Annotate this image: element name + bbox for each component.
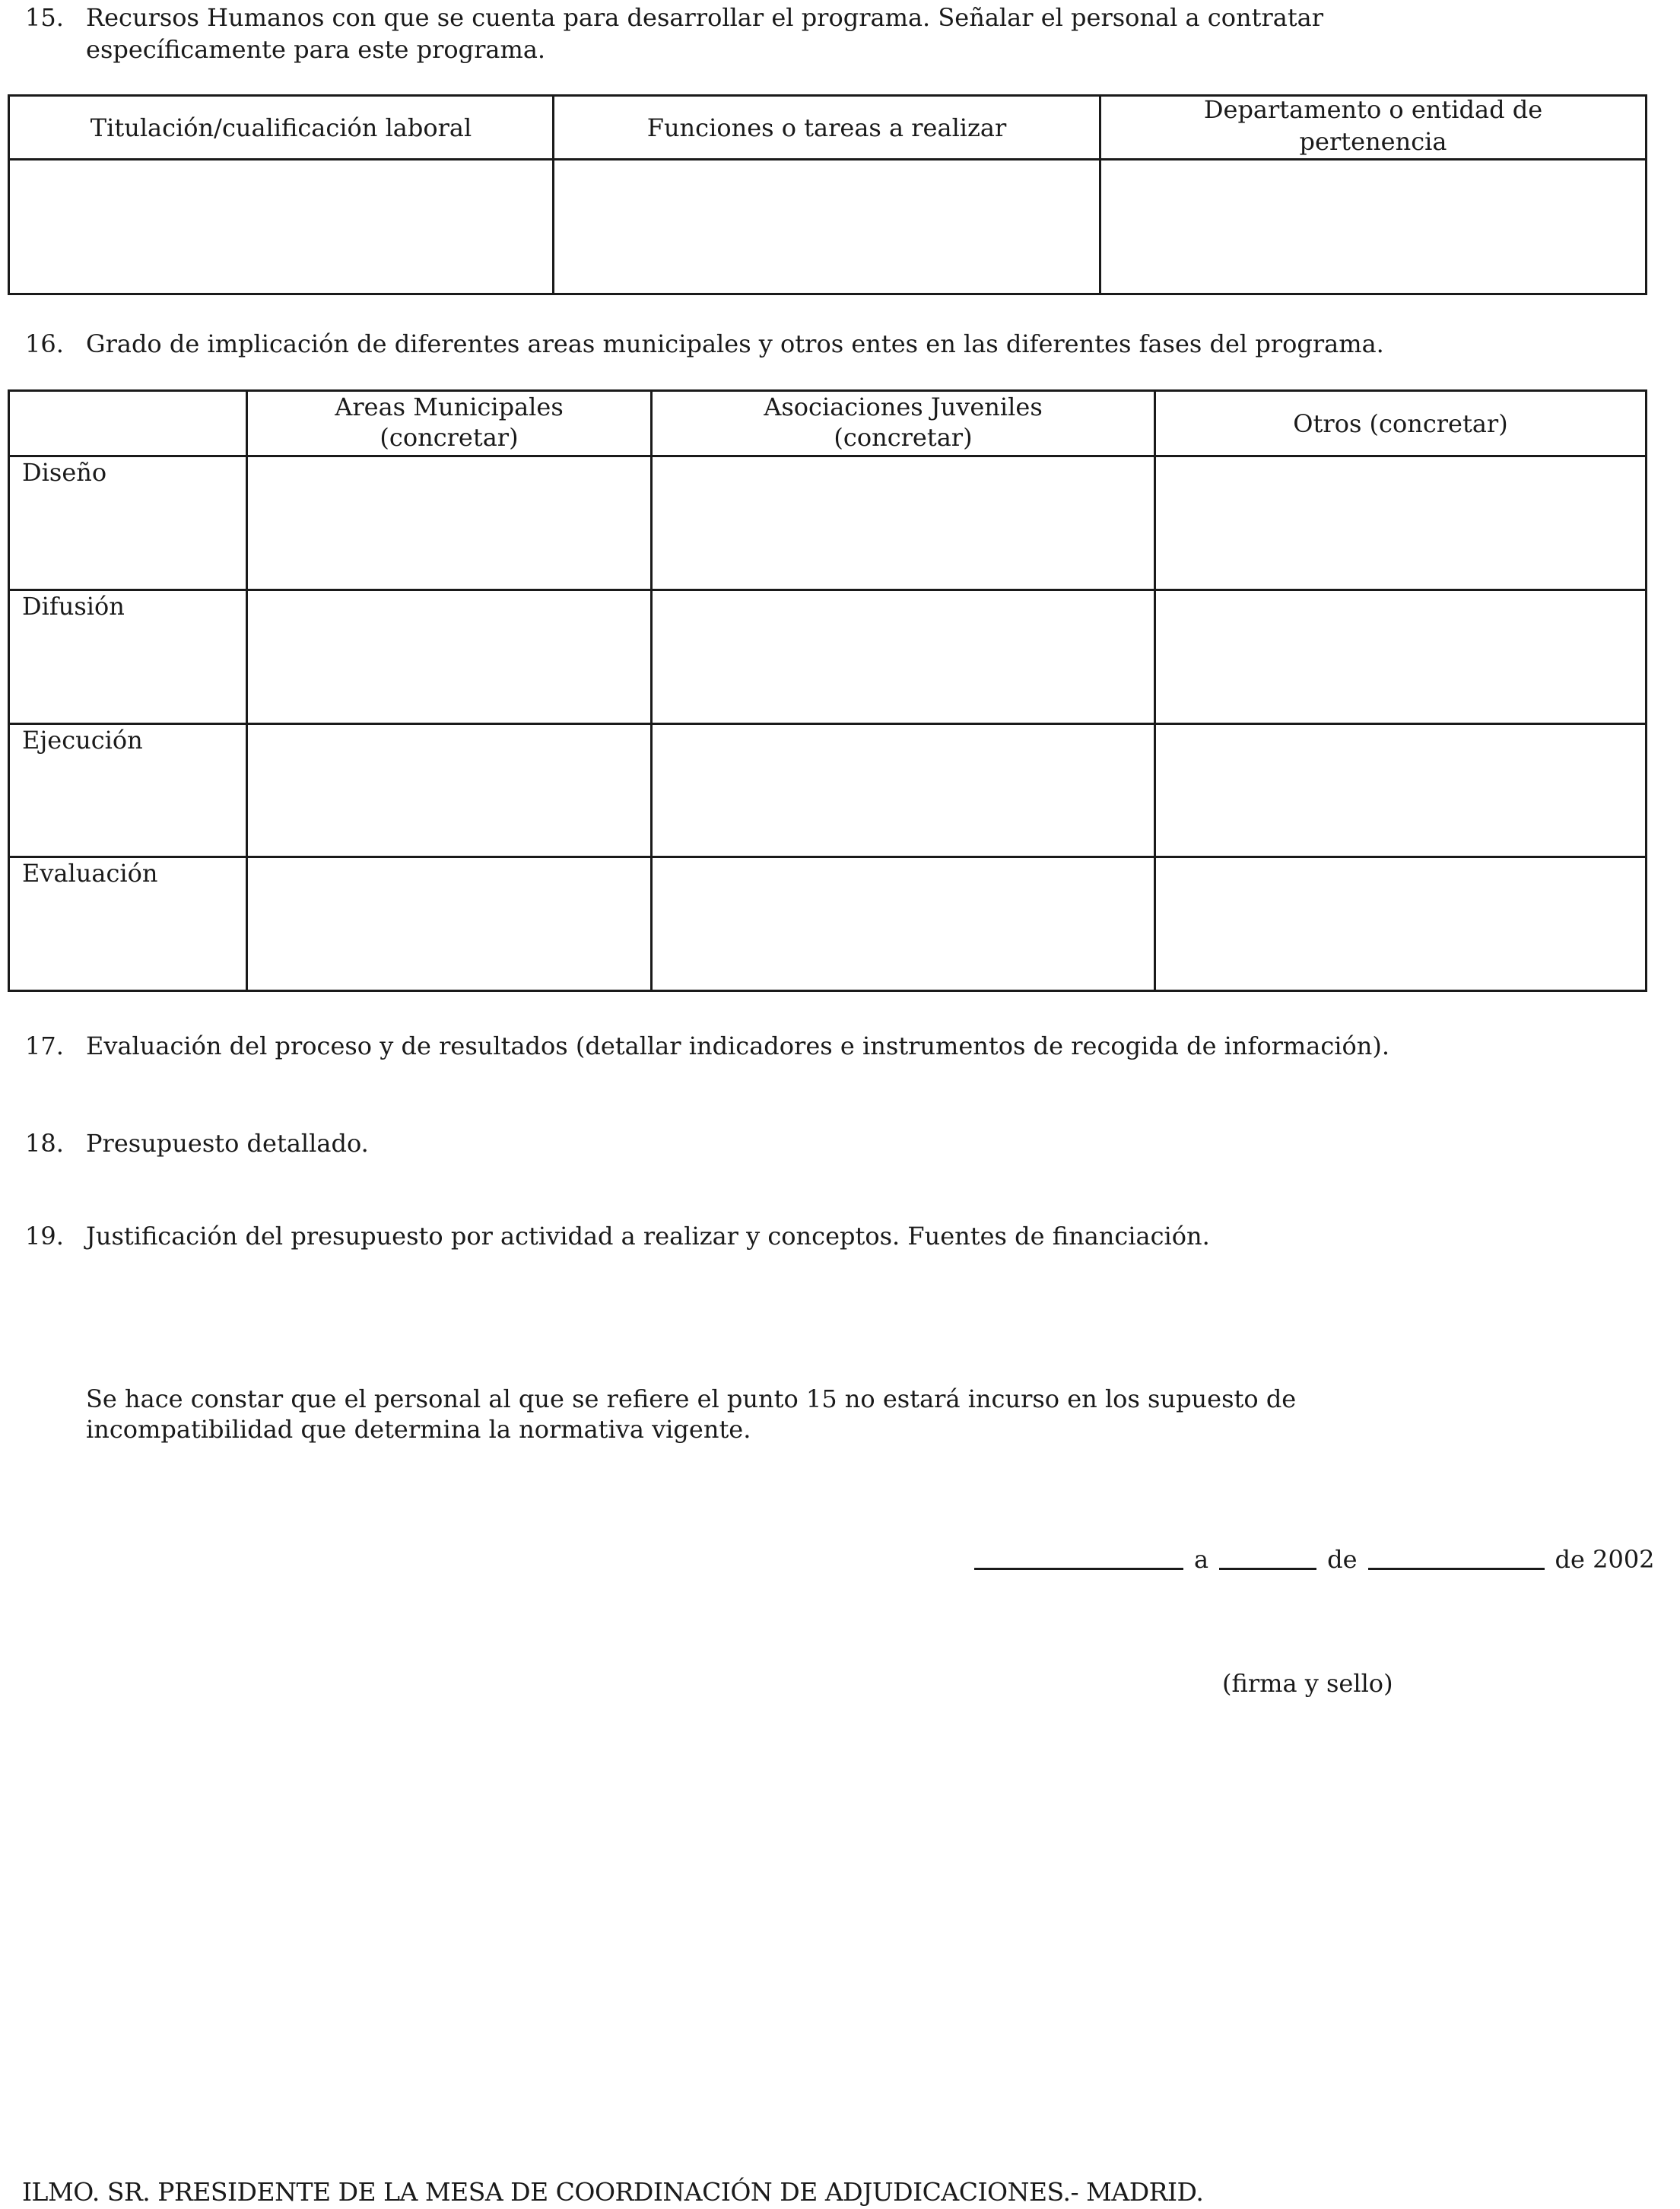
cell-design-youth-associations[interactable] — [653, 457, 1154, 589]
date-separator-de: de — [1327, 1545, 1358, 1574]
date-year: de 2002 — [1555, 1545, 1655, 1574]
signature-label: (firma y sello) — [1222, 1669, 1393, 1698]
table-cell-department[interactable] — [1101, 161, 1645, 293]
date-line — [974, 1544, 1655, 1575]
column-header-qualification: Titulación/cualificación laboral — [90, 113, 472, 142]
table-cell-functions[interactable] — [554, 161, 1099, 293]
item-number: 16. — [25, 329, 64, 358]
cell-execution-municipal-areas[interactable] — [248, 725, 650, 856]
column-header-municipal-areas — [248, 389, 650, 455]
cell-dissemination-municipal-areas[interactable] — [248, 591, 650, 723]
cell-evaluation-others[interactable] — [1156, 858, 1645, 990]
cell-design-municipal-areas[interactable] — [248, 457, 650, 589]
row-label-evaluation: Evaluación — [22, 859, 158, 888]
column-header-department: Departamento o entidad de pertenencia — [1203, 95, 1543, 156]
item-15-line-2: específicamente para este programa. — [86, 35, 546, 64]
header-line: Areas Municipales — [335, 393, 564, 421]
header-line: (concretar) — [834, 423, 973, 452]
item-15-line-1: Recursos Humanos con que se cuenta para desarrollar el programa. Señalar el personal a contratar — [86, 3, 1324, 32]
cell-evaluation-municipal-areas[interactable] — [248, 858, 650, 990]
item-18-text: Presupuesto detallado. — [86, 1129, 369, 1158]
date-separator-a: a — [1194, 1545, 1209, 1574]
column-header-others: Otros (concretar) — [1293, 408, 1508, 438]
item-number: 17. — [25, 1031, 64, 1060]
table-border-bottom — [8, 990, 1647, 992]
cell-dissemination-others[interactable] — [1156, 591, 1645, 723]
place-blank[interactable] — [974, 1568, 1183, 1570]
header-line: Asociaciones Juveniles — [764, 393, 1043, 421]
row-label-execution: Ejecución — [22, 726, 143, 755]
item-19-text: Justificación del presupuesto por actividad a realizar y conceptos. Fuentes de financiación. — [86, 1222, 1210, 1251]
item-number: 19. — [25, 1222, 64, 1251]
cell-design-others[interactable] — [1156, 457, 1645, 589]
table-border-right — [1645, 389, 1647, 992]
row-label-design: Diseño — [22, 458, 107, 487]
row-label-dissemination: Difusión — [22, 592, 125, 621]
column-header-youth-associations — [653, 389, 1154, 455]
cell-execution-others[interactable] — [1156, 725, 1645, 856]
table-border-right — [1645, 94, 1647, 295]
cell-dissemination-youth-associations[interactable] — [653, 591, 1154, 723]
table-border-bottom — [8, 293, 1647, 295]
item-number: 18. — [25, 1129, 64, 1158]
cell-execution-youth-associations[interactable] — [653, 725, 1154, 856]
cell-evaluation-youth-associations[interactable] — [653, 858, 1154, 990]
item-17-text: Evaluación del proceso y de resultados (detallar indicadores e instrumentos de recogida de información). — [86, 1031, 1390, 1060]
item-16-text: Grado de implicación de diferentes areas municipales y otros entes en las diferentes fases del programa. — [86, 329, 1384, 358]
month-blank[interactable] — [1368, 1568, 1545, 1570]
footer-addressee: ILMO. SR. PRESIDENTE DE LA MESA DE COORDINACIÓN DE ADJUDICACIONES.- MADRID. — [22, 2177, 1204, 2207]
day-blank[interactable] — [1219, 1568, 1316, 1570]
declaration-line-1: Se hace constar que el personal al que se refiere el punto 15 no estará incurso en los supuesto de — [86, 1384, 1297, 1413]
header-line: (concretar) — [380, 423, 519, 452]
item-number: 15. — [25, 3, 64, 32]
declaration-line-2: incompatibilidad que determina la normativa vigente. — [86, 1415, 751, 1444]
table-cell-qualification[interactable] — [10, 161, 552, 293]
column-header-functions: Funciones o tareas a realizar — [646, 113, 1007, 142]
table-border-left — [8, 389, 10, 992]
